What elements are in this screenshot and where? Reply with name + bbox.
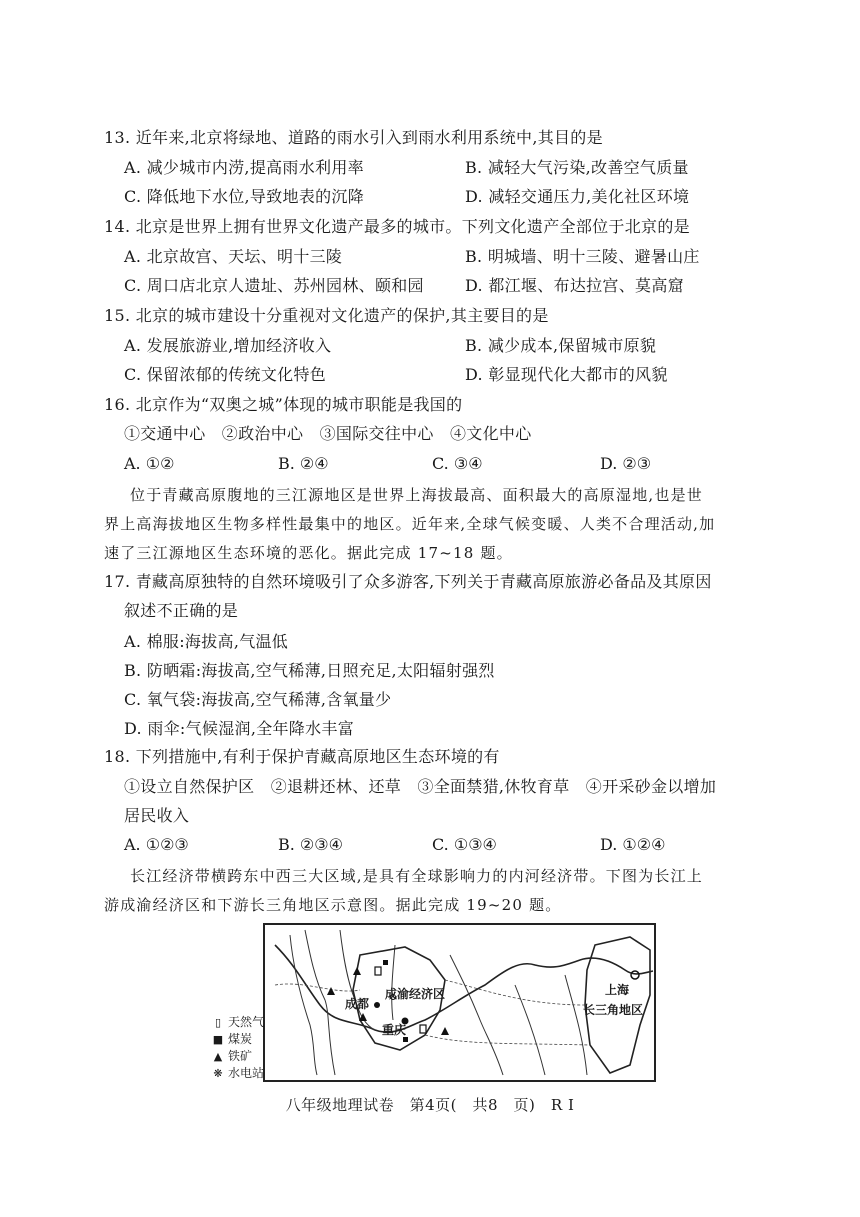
- q14-stem: 14. 北京是世界上拥有世界文化遗产最多的城市。下列文化遗产全部位于北京的是: [104, 217, 690, 236]
- q16-options: [124, 454, 744, 474]
- tributary-4: [392, 945, 395, 1020]
- passage1-line3: 速了三江源地区生态环境的恶化。据此完成 17~18 题。: [104, 544, 513, 562]
- q13-option-b: B. 减轻大气污染,改善空气质量: [465, 158, 689, 177]
- province-boundary-2: [445, 980, 585, 1005]
- passage2-line1: 长江经济带横跨东中西三大区域,是具有全球影响力的内河经济带。下图为长江上: [130, 867, 703, 885]
- chengdu-city-dot: [374, 1002, 380, 1008]
- tributary-3: [290, 935, 317, 1075]
- tributary-2: [340, 930, 375, 1030]
- legend-label-hydro: 水电站: [228, 1066, 265, 1080]
- q14-option-c: C. 周口店北京人遗址、苏州园林、颐和园: [124, 276, 424, 295]
- q18-items-line2: 居民收入: [124, 806, 190, 825]
- passage1-line1: 位于青藏高原腹地的三江源地区是世界上海拔最高、面积最大的高原湿地,也是世: [130, 486, 703, 504]
- passage1-line2: 界上高海拔地区生物多样性最集中的地区。近年来,全球气候变暖、人类不合理活动,加: [104, 515, 716, 533]
- map-label-chengdu: 成都: [345, 997, 370, 1011]
- q16-option-a: A. ①②: [124, 454, 175, 473]
- q16-option-d: D. ②③: [600, 454, 652, 473]
- q18-option-c: C. ①③④: [432, 835, 497, 854]
- q15-option-c: C. 保留浓郁的传统文化特色: [124, 365, 327, 384]
- q15-stem: 15. 北京的城市建设十分重视对文化遗产的保护,其主要目的是: [104, 306, 549, 325]
- map-label-chongqing: 重庆: [382, 1023, 407, 1037]
- natural-gas-icon: ▯: [214, 1016, 222, 1029]
- q18-option-a: A. ①②③: [124, 835, 189, 854]
- iron-ore-symbol-4: [441, 1027, 449, 1035]
- province-boundary-3: [425, 1035, 590, 1045]
- q18-items-line1: ①设立自然保护区 ②退耕还林、还草 ③全面禁猎,休牧育草 ④开采砂金以增加: [124, 777, 717, 796]
- hydropower-icon: ❋: [213, 1067, 223, 1080]
- tributary-7: [565, 975, 587, 1075]
- q13-option-c: C. 降低地下水位,导致地表的沉降: [124, 187, 365, 206]
- q16-stem: 16. 北京作为“双奥之城”体现的城市职能是我国的: [104, 395, 463, 414]
- q13-option-d: D. 减轻交通压力,美化社区环境: [465, 187, 690, 206]
- shanghai-city-dot: [631, 971, 639, 979]
- legend-label-gas: 天然气: [228, 1015, 265, 1029]
- coal-symbol-1: [383, 960, 388, 965]
- map-label-chengyu: 成渝经济区: [385, 987, 446, 1001]
- iron-ore-symbol-2: [327, 987, 335, 995]
- iron-ore-icon: ▲: [213, 1050, 223, 1063]
- q18-options: [124, 835, 744, 855]
- q17-stem-line2: 叙述不正确的是: [124, 601, 239, 620]
- page-footer: 八年级地理试卷 第4页( 共8 页) R I: [285, 1096, 575, 1114]
- map-label-yrd: 长三角地区: [583, 1003, 644, 1017]
- q13-stem: 13. 近年来,北京将绿地、道路的雨水引入到雨水利用系统中,其目的是: [104, 128, 603, 147]
- q14-option-d: D. 都江堰、布达拉宫、莫高窟: [465, 276, 684, 295]
- q17-stem-line1: 17. 青藏高原独特的自然环境吸引了众多游客,下列关于青藏高原旅游必备品及其原因: [104, 572, 712, 591]
- q16-items: ①交通中心 ②政治中心 ③国际交往中心 ④文化中心: [124, 424, 532, 443]
- q13-option-a: A. 减少城市内涝,提高雨水利用率: [124, 158, 364, 177]
- passage2-line2: 游成渝经济区和下游长三角地区示意图。据此完成 19~20 题。: [104, 896, 562, 914]
- q15-option-d: D. 彰显现代化大都市的风貌: [465, 365, 668, 384]
- legend-label-coal: 煤炭: [228, 1032, 253, 1046]
- q18-option-b: B. ②③④: [278, 835, 343, 854]
- yangtze-economic-belt-map: [263, 923, 656, 1082]
- map-label-shanghai: 上海: [605, 983, 630, 997]
- q18-stem: 18. 下列措施中,有利于保护青藏高原地区生态环境的有: [104, 747, 500, 766]
- q16-option-c: C. ③④: [432, 454, 483, 473]
- q16-option-b: B. ②④: [278, 454, 329, 473]
- coal-icon: ■: [212, 1033, 224, 1046]
- q18-option-d: D. ①②④: [600, 835, 666, 854]
- q17-option-a: A. 棉服:海拔高,气温低: [124, 632, 289, 651]
- natural-gas-symbol-1: [375, 967, 381, 975]
- tributary-5: [450, 955, 503, 1075]
- legend-label-iron: 铁矿: [228, 1049, 253, 1063]
- iron-ore-symbol-1: [353, 967, 361, 975]
- q15-option-a: A. 发展旅游业,增加经济收入: [124, 336, 332, 355]
- q14-option-b: B. 明城墙、明十三陵、避暑山庄: [465, 247, 700, 266]
- legend-item-iron: [212, 1049, 252, 1064]
- legend-item-gas: [212, 1015, 264, 1030]
- q17-option-b: B. 防晒霜:海拔高,空气稀薄,日照充足,太阳辐射强烈: [124, 661, 495, 680]
- tributary-1: [305, 930, 335, 1075]
- q17-option-c: C. 氧气袋:海拔高,空气稀薄,含氧量少: [124, 690, 392, 709]
- legend-item-coal: [212, 1032, 252, 1047]
- province-boundary-1: [275, 984, 360, 991]
- q14-option-a: A. 北京故宫、天坛、明十三陵: [124, 247, 343, 266]
- natural-gas-symbol-2: [420, 1025, 426, 1033]
- q15-option-b: B. 减少成本,保留城市原貌: [465, 336, 657, 355]
- q17-option-d: D. 雨伞:气候湿润,全年降水丰富: [124, 719, 355, 738]
- legend-item-hydro: [212, 1066, 264, 1081]
